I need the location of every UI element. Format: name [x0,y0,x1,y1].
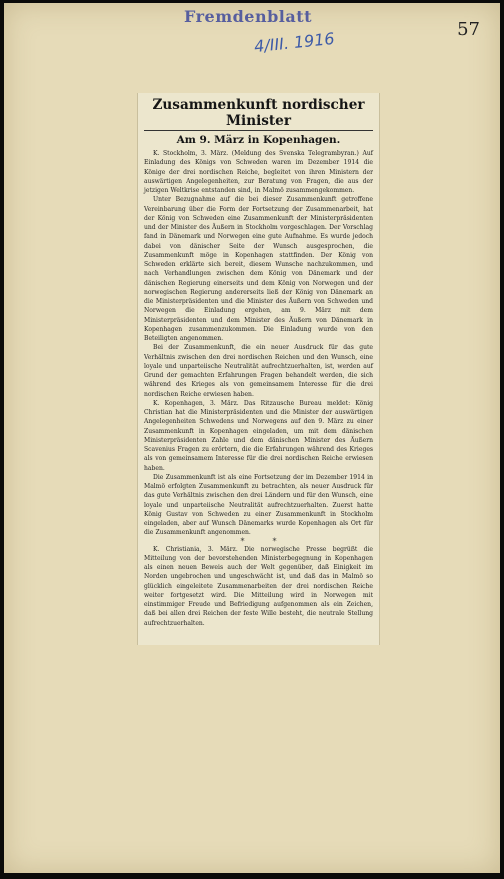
newspaper-clipping [137,93,380,645]
article-paragraph: K. Kopenhagen, 3. März. Das Ritzausche Bureau meldet: König Christian hat die Ministerpräsidenten und die Minister der auswärtigen Angelegenheiten Schwedens und Norwegens auf den 9. März zu einer Zusammenkunft in Kopenhagen eingeladen, um mit dem dänischen Ministerpräsidenten Zahle und dem dänischen Minister des Äußern Scavenius Fragen zu erörtern, die die Erfahrungen während des Krieges als von gemeinsamem Interesse für die drei nordischen Reiche erwiesen haben. [144,399,373,472]
newspaper-stamp: Fremdenblatt [184,7,313,26]
page-number: 57 [457,19,480,40]
article-subheadline: Am 9. März in Kopenhagen. [176,134,341,146]
archive-sheet [4,3,500,873]
article-headline: Zusammenkunft nordischer Minister [144,97,373,131]
article-paragraph: K. Stockholm, 3. März. (Meldung des Svenska Telegrambyran.) Auf Einladung des Königs von Schweden waren im Dezember 1914 die Könige der drei nordischen Reiche, begleitet von ihren Ministern der auswärtigen Angelegenheiten, zur Beratung von Fragen, die aus der jetzigen Weltkrise entstanden sind, in Malmö zusammengekommen. [144,150,373,194]
article-paragraph: Bei der Zusammenkunft, die ein neuer Ausdruck für das gute Verhältnis zwischen den drei nordischen Reichen und den Wunsch, eine loyale und unparteiische Neutralität aufrechtzuerhalten, ist, werden auf Grund der gemachten Erfahrungen Fragen behandelt werden, die sich während des Krieges als von gemeinsamem Interesse für die drei nordischen Reiche erwiesen haben. [144,344,373,398]
article-paragraph: K. Christiania, 3. März. Die norwegische Presse begrüßt die Mitteilung von der bevorstehenden Ministerbegegnung in Kopenhagen als einen neuen Beweis auch der Welt gegenüber, daß Einigkeit im Norden ungebrochen und ungeschwächt ist, und daß das in Malmö so glücklich eingeleitete Zusammenarbeiten der drei nordischen Reiche weiter fortgesetzt wird. Die Mitteilung wird in Norwegen mit einstimmiger Freude und Befriedigung aufgenommen als ein Zeichen, daß bei allen drei Reichen der feste Wille besteht, die neutrale Stellung aufrechtzuerhalten. [144,545,373,627]
article-paragraph: Unter Bezugnahme auf die bei dieser Zusammenkunft getroffene Vereinbarung über die Form der Fortsetzung der Zusammenarbeit, hat der König von Schweden eine Zusammenkunft der Ministerpräsidenten und der Minister des Äußern in Stockholm vorgeschlagen. Der Vorschlag fand in Dänemark und Norwegen eine gute Aufnahme. Es wurde jedoch dabei von dänischer Seite der Wunsch ausgesprochen, die Zusammenkunft möge in Kopenhagen stattfinden. Der König von Schweden erklärte sich bereit, diesem Wunsche nachzukommen, und nach Verhandlungen zwischen dem König von Dänemark und der dänischen Regierung einerseits und dem König von Norwegen und der norwegischen Regierung andererseits ließ der König von Dänemark an die Ministerpräsidenten und die Minister des Äußern von Schweden und Norwegen die Einladung ergehen, am 9. März mit dem Ministerpräsidenten und dem Minister des Äußern von Dänemark in Kopenhagen zusammenzukommen. Die Einladung wurde von den Beteiligten angenommen. [144,196,373,342]
handwritten-date: 4/III. 1916 [253,28,336,57]
section-divider: * * [240,536,277,546]
article-paragraph: Die Zusammenkunft ist als eine Fortsetzung der im Dezember 1914 in Malmö erfolgten Zusammenkunft zu betrachten, als neuer Ausdruck für das gute Verhältnis zwischen den drei Ländern und für den Wunsch, eine loyale und unparteiische Neutralität aufrechtzuerhalten. Zuerst hatte König Gustav von Schweden zu einer Zusammenkunft in Stockholm eingeladen, aber auf Wunsch Dänemarks wurde Kopenhagen als Ort für die Zusammenkunft angenommen. [144,473,373,537]
